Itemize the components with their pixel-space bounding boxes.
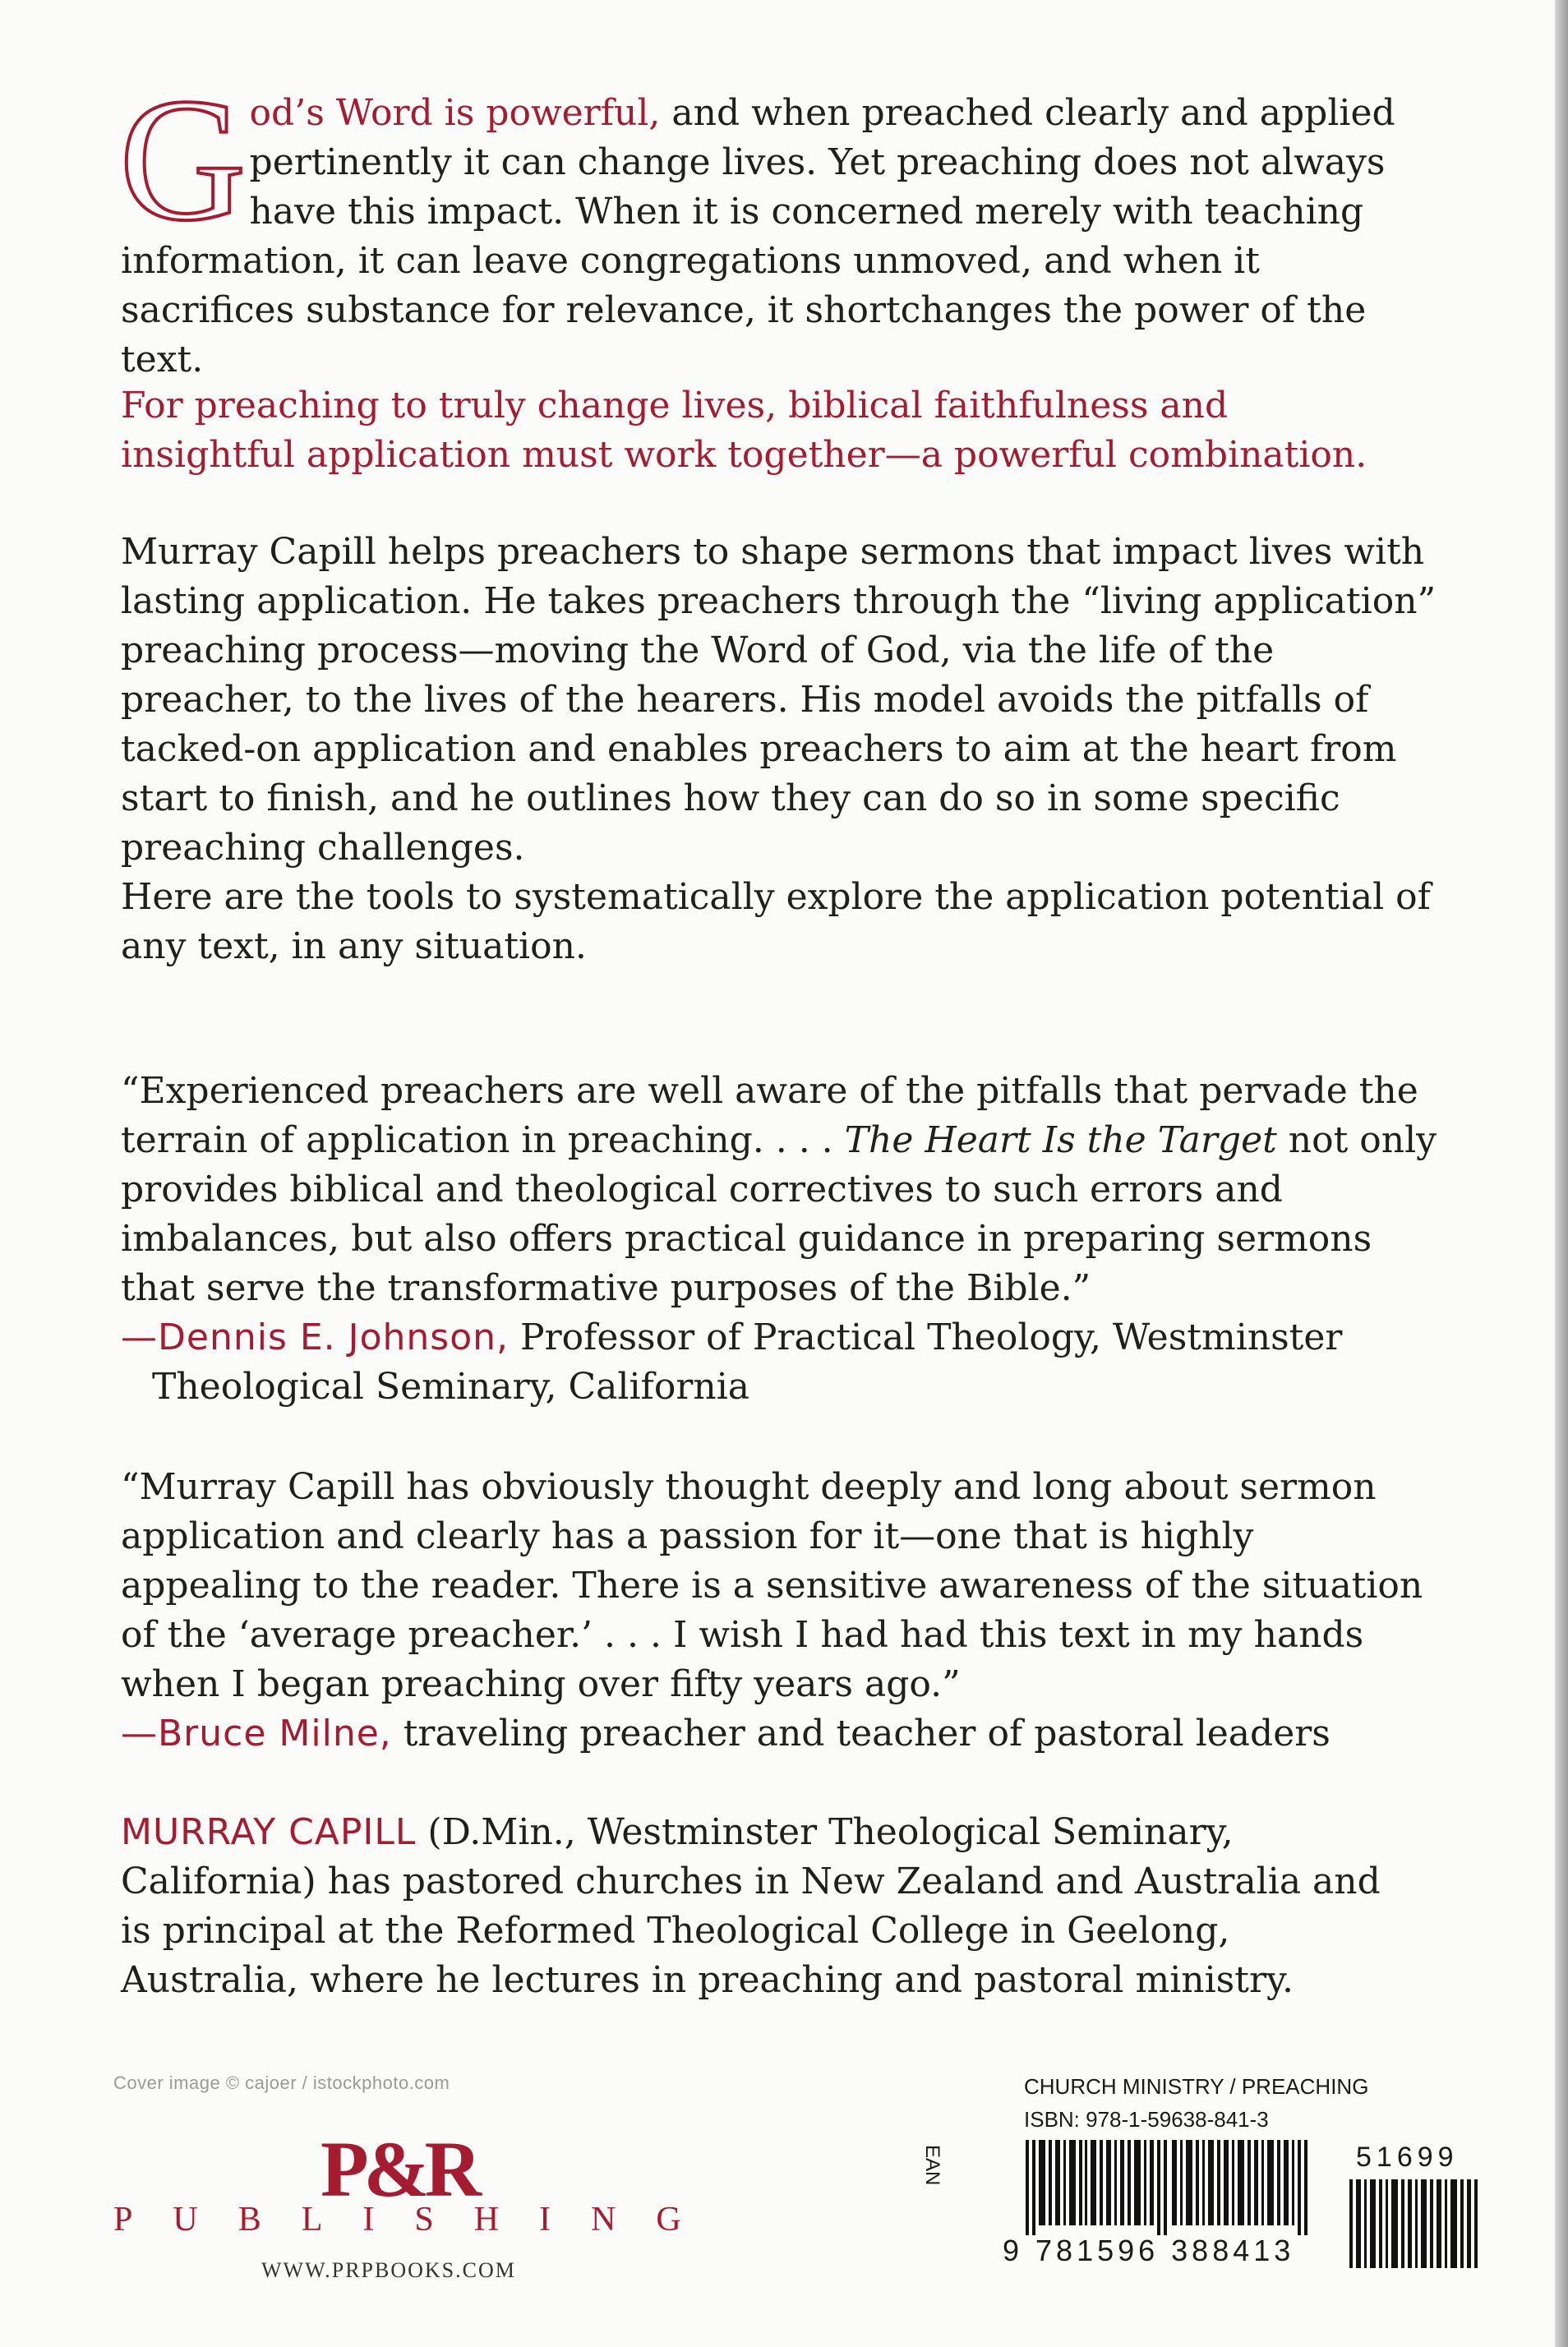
cover-credit: Cover image © cajoer / istockphoto.com [113,2073,450,2093]
endorser-name: —Bruce Milne, [121,1713,392,1754]
intro-paragraph [119,62,1403,385]
endorser-role: Professor of Practical Theology, Westminster Theological Seminary, California [152,1316,1343,1408]
book-title: The Heart Is the Target [844,1119,1277,1161]
barcode-icon [1026,2140,1321,2235]
addon-digits: 51699 [1356,2142,1459,2173]
book-edge [1555,0,1568,2347]
barcode-digits: 9 781596 388413 [1003,2234,1295,2267]
category-label: CHURCH MINISTRY / PREACHING [1024,2074,1369,2099]
endorsement-1-quote [121,1067,1444,1313]
author-bio [121,1808,1403,2005]
intro-lead: od’s Word is powerful, [249,92,661,134]
quote-text: “Experienced preachers are well aware of the pitfalls that pervade the terrain of application in preaching. . . . [121,1070,1418,1161]
tools-paragraph: Here are the tools to systematically explore the application potential of any text, in any situation. [121,876,1431,967]
endorser-name: —Dennis E. Johnson, [121,1316,510,1358]
author-name: MURRAY CAPILL [121,1811,417,1853]
publisher-url: WWW.PRPBOOKS.COM [261,2258,516,2282]
isbn-label: ISBN: 978-1-59638-841-3 [1024,2107,1269,2132]
publisher-logo-mark: P&R [321,2125,477,2213]
publisher-wordmark: PUBLISHING [113,2201,722,2239]
intro-text: and when preached clearly and applied pertinently it can change lives. Yet preaching does not always have this impact. When it is concerned merely with teaching information, it can leave congregations unmoved, and when it sacrifices substance for relevance, it shortchanges the power of the text. [121,92,1395,380]
endorsement-2-quote: “Murray Capill has obviously thought deeply and long about sermon application and clearly has a passion for it—one that is highly appealing to the reader. There is a sensitive awareness of the situation of the ‘average preacher.’ . . . I wish I had had this text in my hands when I began preaching over fifty years ago.” [121,1466,1423,1705]
ean-label: EAN [921,2145,943,2186]
drop-cap: G [119,62,247,257]
endorsement-2-attribution [121,1709,1444,1759]
endorsement-1-attribution [121,1313,1401,1412]
endorsement-2 [121,1463,1444,1759]
addon-barcode-icon [1349,2179,1489,2268]
author-bio-text: (D.Min., Westminster Theological Seminary, California) has pastored churches in New Zealand and Australia and is principal at the Reformed Theological College in Geelong, Australia, where he lectures in preaching and pastoral ministry. [121,1811,1381,2001]
quote-text: not only provides biblical and theological correctives to such errors and imbalances, but also offers practical guidance in preparing sermons that serve the transformative purposes of the Bible.” [121,1119,1437,1309]
endorser-role: traveling preacher and teacher of pastoral leaders [391,1713,1330,1754]
description-paragraph: Murray Capill helps preachers to shape sermons that impact lives with lasting application. He takes preachers through the “living application” preaching process—moving the Word of God, via the life of the preacher, to the lives of the hearers. His model avoids the pitfalls of tacked-on application and enables preachers to aim at the heart from start to finish, and he outlines how they can do so in some specific preaching challenges. [121,531,1437,869]
highlight-paragraph: For preaching to truly change lives, biblical faithfulness and insightful application must work together—a powerful combination. [121,385,1367,476]
endorsement-1 [121,1067,1444,1412]
